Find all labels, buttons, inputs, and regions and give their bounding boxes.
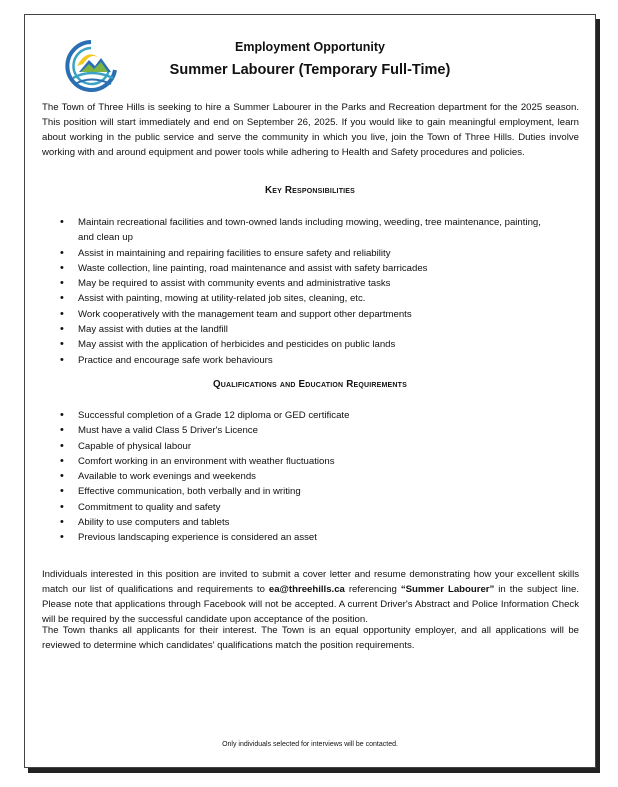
list-item: • Ability to use computers and tablets	[60, 515, 550, 530]
list-item: • Assist with painting, mowing at utility-related job sites, cleaning, etc.	[60, 291, 550, 306]
closing-paragraph: The Town thanks all applicants for their interest. The Town is an equal opportunity employer, and all applications will be reviewed to determine which candidates' qualifications match the position requirements.	[42, 625, 579, 651]
apply-text-start: Individuals interested in this position are invited to submit a cover letter and resume demonstrating how your excellent skills match our list of qualifications and requirements to	[42, 569, 579, 595]
qualifications-list	[60, 408, 550, 546]
application-instructions-paragraph	[42, 567, 579, 627]
list-item: • Effective communication, both verbally and in writing	[60, 484, 550, 499]
employment-opportunity-subtitle: Employment Opportunity	[235, 40, 385, 54]
footer-note: Only individuals selected for interviews will be contacted.	[222, 741, 398, 748]
list-item: • Previous landscaping experience is considered an asset	[60, 530, 550, 545]
intro-paragraph: The Town of Three Hills is seeking to hire a Summer Labourer in the Parks and Recreation department for the 2025 season. This position will start immediately and end on September 26, 2025. If you would like to gain meaningful employment, learn about working in the public service and serve the community in which you live, join the Town of Three Hills. Duties involve working with and around equipment and power tools while adhering to Health and Safety procedures and policies.	[42, 102, 579, 158]
apply-text-end: in the subject line. Please note that applications through Facebook will not be accepted. A current Driver's Abstract and Police Information Check will be required by the successful candidate upon acceptance of the position.	[42, 584, 579, 625]
list-item: • Practice and encourage safe work behaviours	[60, 353, 550, 368]
list-item: • Work cooperatively with the management team and support other departments	[60, 307, 550, 322]
subject-reference: “Summer Labourer”	[400, 584, 495, 595]
list-item: • Successful completion of a Grade 12 diploma or GED certificate	[60, 408, 550, 423]
list-item: • Assist in maintaining and repairing facilities to ensure safety and reliability	[60, 246, 550, 261]
document-page	[24, 14, 596, 768]
list-item: • Maintain recreational facilities and town-owned lands including mowing, weeding, tree maintenance, painting, and clean up	[60, 215, 550, 246]
list-item: • May be required to assist with community events and administrative tasks	[60, 276, 550, 291]
job-title-heading: Summer Labourer (Temporary Full-Time)	[169, 62, 451, 78]
list-item: • Waste collection, line painting, road maintenance and assist with safety barricades	[60, 261, 550, 276]
list-item: • May assist with duties at the landfill	[60, 322, 550, 337]
list-item: • Capable of physical labour	[60, 439, 550, 454]
list-item: • Comfort working in an environment with weather fluctuations	[60, 454, 550, 469]
responsibilities-list	[60, 215, 550, 368]
apply-text-middle: referencing	[344, 584, 401, 595]
list-item: • Commitment to quality and safety	[60, 500, 550, 515]
list-item: • May assist with the application of herbicides and pesticides on public lands	[60, 337, 550, 352]
qualifications-heading: Qualifications and Education Requirements	[212, 379, 408, 390]
key-responsibilities-heading: Key Responsibilities	[264, 185, 356, 196]
list-item: • Available to work evenings and weekends	[60, 469, 550, 484]
contact-email[interactable]: ea@threehills.ca	[268, 584, 345, 595]
list-item: • Must have a valid Class 5 Driver's Licence	[60, 423, 550, 438]
